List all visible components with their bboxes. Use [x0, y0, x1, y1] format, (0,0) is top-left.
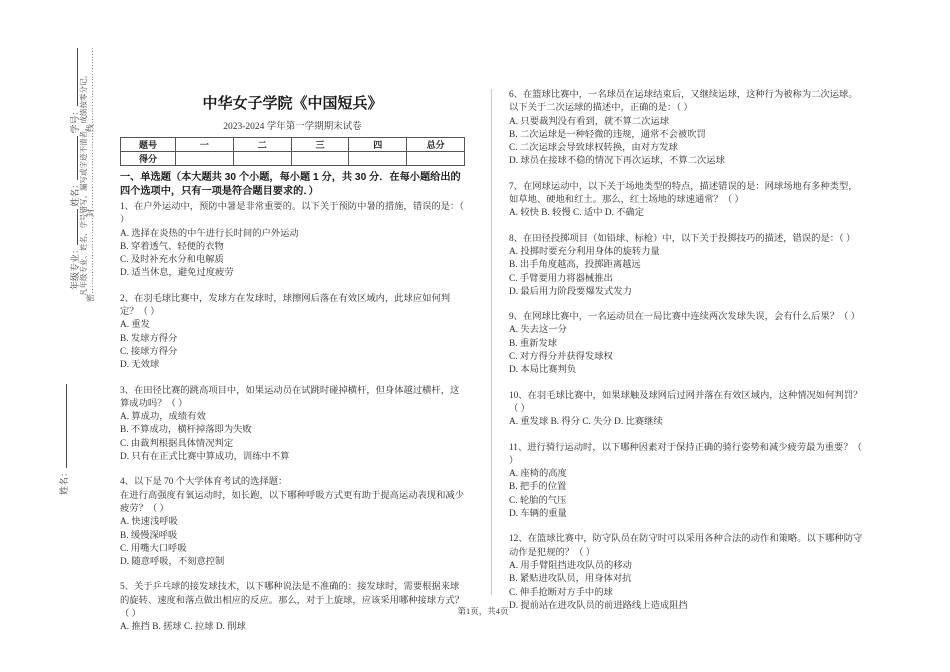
question-block	[509, 233, 865, 299]
question-option: D. 无效球	[120, 360, 160, 371]
score-table-header-cell: 一	[176, 138, 234, 152]
question-option: A. 较快 B. 较慢 C. 适中 D. 不确定	[509, 208, 645, 219]
question-option: A. 选择在炎热的中午进行长时间的户外运动	[120, 228, 299, 239]
score-cell	[407, 152, 465, 166]
question-block	[509, 181, 865, 221]
score-row-label: 得分	[121, 152, 176, 166]
question-options	[509, 416, 865, 429]
question-option: B. 不算成功，横杆掉落即为失败	[120, 425, 252, 436]
question-option: C. 由裁判根据具体情况判定	[120, 438, 234, 449]
questions-column-left	[120, 201, 465, 635]
question-option: B. 发球方得分	[120, 333, 178, 344]
question-option: C. 二次运球会导致球权转换，由对方发球	[509, 143, 678, 154]
score-table	[120, 137, 465, 166]
question-option: D. 本局比赛判负	[509, 365, 577, 376]
question-option: D. 随意呼吸，不刻意控制	[120, 557, 225, 568]
question-stem: 9、在网球比赛中，一名运动员在一局比赛中连续两次发球失误，会有什么后果？（ ）	[509, 312, 860, 323]
score-table-header-cell: 二	[233, 138, 291, 152]
question-option: B. 缓慢深呼吸	[120, 530, 178, 541]
question-option: D. 车辆的重量	[509, 509, 567, 520]
question-option: A. 推挡 B. 搓球 C. 拉球 D. 削球	[120, 622, 246, 633]
question-option: D. 只有在正式比赛中算成功，训练中不算	[120, 452, 290, 463]
student-id-field-label: 学号：	[70, 106, 80, 134]
page-footer: 第1页，共4页	[457, 606, 509, 616]
score-cell	[233, 152, 291, 166]
question-option: A. 失去这一分	[509, 325, 567, 336]
score-table-header-cell: 三	[291, 138, 349, 152]
question-option: B. 重新发球	[509, 338, 558, 349]
question-options	[509, 468, 865, 521]
page-title: 中华女子学院《中国短兵》	[202, 95, 383, 112]
question-stem: 1、在户外运动中，预防中暑是非常重要的。以下关于预防中暑的措施，错误的是：（ ）	[120, 202, 464, 226]
question-block	[509, 442, 865, 522]
question-option: D. 提前站在进攻队员的前进路线上造成阻挡	[509, 600, 688, 611]
question-option: A. 只要裁判没有看到，就不算二次运球	[509, 116, 670, 127]
question-options	[120, 411, 465, 464]
content-area	[120, 85, 866, 647]
question-block	[120, 476, 465, 569]
question-options	[120, 228, 465, 281]
question-options	[509, 116, 865, 169]
score-cell	[349, 152, 407, 166]
left-column	[120, 85, 465, 647]
question-block	[120, 293, 465, 373]
score-table-header-cell: 四	[349, 138, 407, 152]
question-option: C. 及时补充水分和电解质	[120, 255, 224, 266]
question-stem: 7、在网球运动中，以下关于场地类型的特点，描述错误的是：网球场地有多种类型，如草地、硬地和红土。那么，红土场地的球速通常？（ ）	[509, 181, 858, 206]
question-option: A. 座椅的高度	[509, 469, 567, 480]
score-cell	[291, 152, 349, 166]
question-block	[120, 201, 465, 281]
question-option: C. 伸手抢断对方手中的球	[509, 587, 613, 598]
margin-name-line	[58, 375, 71, 495]
name-field-label: 姓名：	[70, 179, 80, 207]
question-option: C. 手臂要用力将器械推出	[509, 273, 613, 284]
question-option: B. 把手的位置	[509, 482, 567, 493]
name-blank-underline	[58, 384, 67, 468]
question-block	[120, 385, 465, 465]
right-column	[509, 85, 865, 647]
name-field-label: 姓名：	[59, 467, 69, 495]
column-divider	[491, 89, 492, 595]
question-option: D. 适当休息，避免过度疲劳	[120, 268, 234, 279]
score-table-header-cell: 总分	[407, 138, 465, 152]
question-stem: 4、以下是 70 个大学体育考试的选择题：	[120, 477, 288, 488]
question-stem: 11、进行骑行运动时，以下哪种因素对于保持正确的骑行姿势和减少疲劳最为重要？（ ）	[509, 442, 862, 466]
question-option: C. 轮胎的气压	[509, 495, 567, 506]
question-block	[509, 533, 865, 613]
question-option: C. 对方得分并获得发球权	[509, 352, 613, 363]
question-option: A. 重发	[120, 320, 150, 331]
question-option: D. 球员在接球不稳的情况下再次运球，不算二次运球	[509, 156, 725, 167]
page-subtitle: 2023-2024 学年第一学期期末试卷	[223, 122, 362, 132]
question-option: C. 用嘴大口呼吸	[120, 543, 187, 554]
question-block	[509, 89, 865, 169]
question-option: A. 用手臂阻挡进攻队员的移动	[509, 560, 632, 571]
score-table-header-cell: 题号	[121, 138, 176, 152]
question-block	[509, 311, 865, 377]
question-options	[509, 246, 865, 299]
question-option: B. 出手角度越高，投掷距离越远	[509, 260, 641, 271]
question-option: B. 紧贴进攻队员，用身体对抗	[509, 574, 632, 585]
question-option: A. 快速浅呼吸	[120, 517, 178, 528]
questions-column-right	[509, 89, 865, 613]
question-option: A. 重发球 B. 得分 C. 失分 D. 比赛继续	[509, 417, 663, 428]
question-options	[120, 319, 465, 372]
question-option: C. 接球方得分	[120, 346, 178, 357]
section-heading: 一、单选题（本大题共 30 个小题，每小题 1 分，共 30 分．在每小题给出的四个选项中，只有一项是符合题目要求的．）	[120, 172, 461, 197]
question-stem: 3、在田径比赛的跳高项目中，如果运动员在试跳时碰掉横杆，但身体越过横杆，这算成功吗？（ ）	[120, 385, 460, 409]
question-option: B. 二次运球是一种轻微的违规，通常不会被吹罚	[509, 129, 706, 140]
score-table-value-row	[121, 152, 465, 166]
question-options	[509, 207, 865, 220]
score-cell	[176, 152, 234, 166]
question-block	[509, 390, 865, 430]
question-options	[509, 324, 865, 377]
question-option: B. 穿着透气、轻便的衣物	[120, 241, 224, 252]
seal-line-text: 密………………………封………………………线………………………	[86, 47, 95, 302]
question-option: A. 算成功，成绩有效	[120, 412, 206, 423]
question-options	[120, 516, 465, 569]
score-table-header-row	[121, 138, 465, 152]
question-option: A. 投掷时要充分利用身体的旋转力量	[509, 246, 660, 257]
question-stem: 12、在篮球比赛中，防守队员在防守时可以采用各种合法的动作和策略。以下哪种防守动作是犯规的？（ ）	[509, 534, 863, 558]
margin-warning-text: 凡年级专业、姓名、学号错写、漏写或字迹不清者，成绩按零分记。	[79, 71, 88, 296]
question-stem: 8、在田径投掷项目（如铅球、标枪）中，以下关于投掷技巧的描述，错误的是：（ ）	[509, 233, 856, 244]
question-stem: 5、关于乒乓球的接发球技术，以下哪种说法是不准确的：接发球时，需要根据来球的旋转、速度和落点做出相应的反应。那么，对于上旋球，应该采用哪种接球方式？（ ）	[120, 582, 464, 620]
question-stem: 6、在篮球比赛中，一名球员在运球结束后，又继续运球，这种行为被称为二次运球。以下关于二次运球的描述中，正确的是：（ ）	[509, 90, 858, 114]
grade-major-field-label: 年级专业：	[70, 244, 80, 290]
question-options	[120, 621, 465, 634]
question-stem2: 在进行高强度有氧运动时，如长跑，以下哪种呼吸方式更有助于提高运动表现和减少疲劳？（ ）	[120, 490, 464, 514]
question-option: D. 最后用力阶段要爆发式发力	[509, 286, 632, 297]
question-stem: 10、在羽毛球比赛中，如果球触及球网后过网并落在有效区域内，这种情况如何判罚？（ ）	[509, 390, 863, 414]
question-stem: 2、在羽毛球比赛中，发球方在发球时，球擦网后落在有效区域内，此球应如何判定？（ ）	[120, 293, 451, 318]
